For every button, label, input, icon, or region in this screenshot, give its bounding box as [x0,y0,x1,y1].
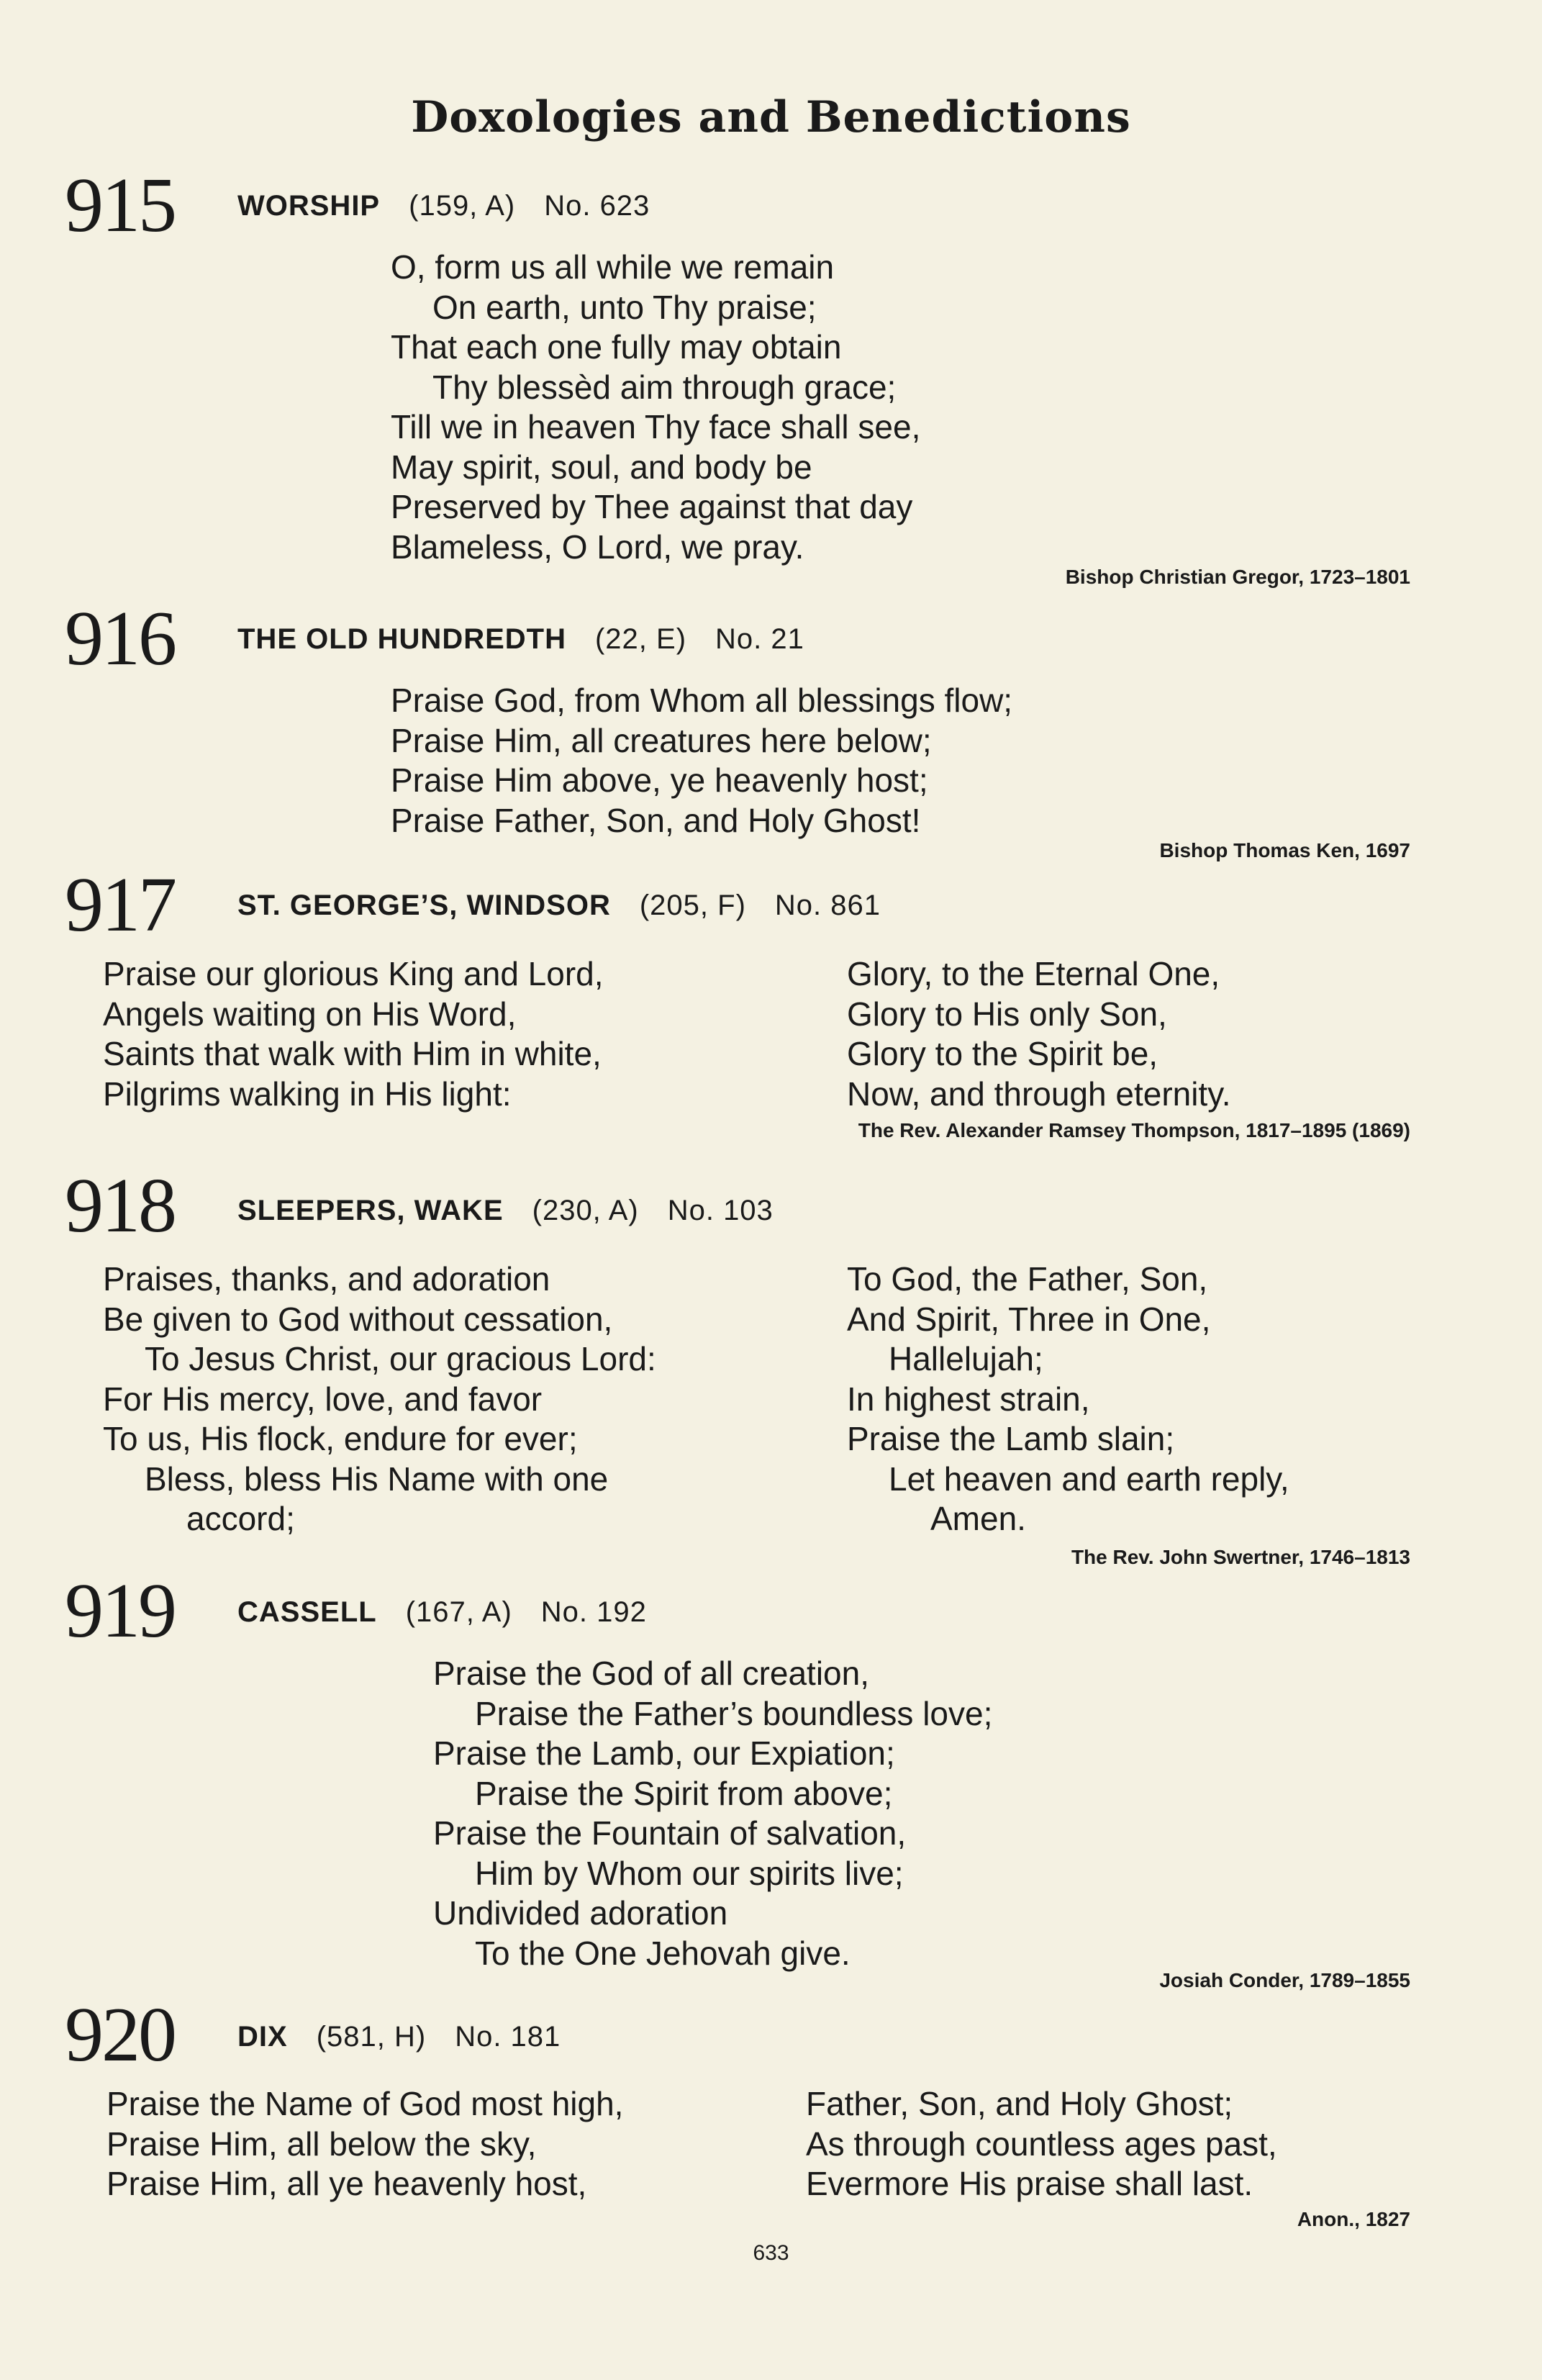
verse-line: Praise Him above, ye heavenly host; [391,761,928,799]
verse-line: Praise God, from Whom all blessings flow; [391,682,1013,719]
tune-number: No. 192 [540,1596,647,1628]
hymn-number: 916 [65,596,175,682]
verse-line: As through countless ages past, [806,2125,1277,2163]
hymn-number: 917 [65,862,175,948]
verse-line: Praise the Name of God most high, [106,2085,624,2122]
verse-line: Bless, bless His Name with one [145,1460,609,1498]
hymn-header [237,1195,774,1227]
verse-line: Praise the Lamb slain; [847,1420,1175,1457]
tune-number: No. 861 [774,890,881,921]
verse-line: accord; [186,1500,295,1537]
hymn-number: 919 [65,1568,175,1654]
author-credit: The Rev. Alexander Ramsey Thompson, 1817–1895 (1869) [858,1119,1410,1141]
verse-left-column [103,1259,783,1539]
verse-line: Angels waiting on His Word, [103,995,517,1033]
author-credit: The Rev. John Swertner, 1746–1813 [1071,1546,1410,1568]
tune-name: CASSELL [237,1596,377,1628]
verse-line: Praise the Spirit from above; [475,1774,893,1812]
tune-name: DIX [237,2021,288,2053]
verse-line: Praise the God of all creation, [433,1655,869,1692]
tune-name: THE OLD HUNDREDTH [237,623,566,655]
verse-line: Praise Him, all creatures here below; [391,721,932,759]
verse-line: Be given to God without cessation, [103,1300,613,1338]
hymn-number: 918 [65,1163,175,1249]
hymn-header [237,190,650,222]
verse [391,681,1012,841]
tune-name: SLEEPERS, WAKE [237,1195,504,1226]
tune-number: No. 181 [455,2021,561,2053]
hymn-header [237,890,881,922]
verse-left-column [106,2084,623,2204]
verse-line: For His mercy, love, and favor [103,1380,543,1418]
verse-line: Pilgrims walking in His light: [103,1074,512,1113]
tune-reference: (230, A) [532,1195,639,1226]
hymn-number: 915 [65,163,175,248]
hymn-header [237,1596,647,1629]
verse-line: Praise Father, Son, and Holy Ghost! [391,801,921,839]
tune-reference: (205, F) [639,890,746,921]
verse-right-column [806,2084,1277,2204]
verse-line: Glory, to the Eternal One, [847,955,1220,992]
page-title: Doxologies and Benedictions [411,92,1131,142]
verse-line: To us, His flock, endure for ever; [103,1420,578,1457]
verse-line: O, form us all while we remain [391,248,835,286]
verse-line: Praises, thanks, and adoration [103,1260,550,1298]
author-credit: Bishop Christian Gregor, 1723–1801 [1065,566,1410,588]
verse-line: Hallelujah; [889,1340,1043,1377]
tune-number: No. 21 [715,623,804,655]
verse-line: To God, the Father, Son, [847,1260,1208,1298]
verse-line: Preserved by Thee against that day [391,488,913,525]
verse-line: Praise the Father’s boundless love; [475,1694,993,1732]
verse-line: Praise our glorious King and Lord, [103,955,604,992]
verse-line: Praise Him, all ye heavenly host, [106,2165,587,2202]
verse-line: On earth, unto Thy praise; [432,288,817,326]
hymn-number: 920 [65,1992,175,2078]
verse-right-column [847,954,1231,1114]
tune-number: No. 103 [667,1195,774,1226]
verse-line: Thy blessèd aim through grace; [432,368,897,406]
verse [391,248,920,567]
tune-number: No. 623 [544,190,650,222]
verse-line: Saints that walk with Him in white, [103,1035,602,1072]
hymn-header [237,623,804,656]
verse-line: Father, Son, and Holy Ghost; [806,2085,1233,2122]
verse-left-column [103,954,604,1114]
tune-reference: (581, H) [316,2021,427,2053]
verse-line: Him by Whom our spirits live; [475,1854,904,1892]
verse-line: That each one fully may obtain [391,328,842,366]
verse-line: Praise the Lamb, our Expiation; [433,1734,895,1772]
tune-name: ST. GEORGE’S, WINDSOR [237,890,611,921]
author-credit: Anon., 1827 [1297,2208,1410,2230]
verse-line: Let heaven and earth reply, [889,1460,1289,1498]
verse-line: Evermore His praise shall last. [806,2165,1253,2202]
verse-line: And Spirit, Three in One, [847,1300,1211,1338]
verse-line: To the One Jehovah give. [475,1934,851,1972]
verse [433,1654,992,1973]
verse-line: May spirit, soul, and body be [391,448,812,486]
verse-line: Amen. [930,1500,1026,1537]
verse-line: Glory to His only Son, [847,995,1167,1033]
page-number: 633 [753,2241,789,2265]
verse-line: Till we in heaven Thy face shall see, [391,408,921,445]
verse-line: Undivided adoration [433,1894,728,1932]
tune-name: WORSHIP [237,190,381,222]
verse-line: Praise the Fountain of salvation, [433,1814,907,1852]
verse-line: Praise Him, all below the sky, [106,2125,537,2163]
verse-line: Glory to the Spirit be, [847,1035,1158,1072]
verse-right-column [847,1259,1289,1539]
author-credit: Josiah Conder, 1789–1855 [1159,1969,1410,1991]
verse-line: Now, and through eternity. [847,1074,1231,1113]
verse-line: To Jesus Christ, our gracious Lord: [145,1340,656,1377]
tune-reference: (22, E) [594,623,687,655]
author-credit: Bishop Thomas Ken, 1697 [1159,839,1410,861]
tune-reference: (167, A) [405,1596,512,1628]
hymn-header [237,2021,561,2053]
tune-reference: (159, A) [409,190,516,222]
verse-line: Blameless, O Lord, we pray. [391,528,804,566]
verse-line: In highest strain, [847,1380,1090,1418]
